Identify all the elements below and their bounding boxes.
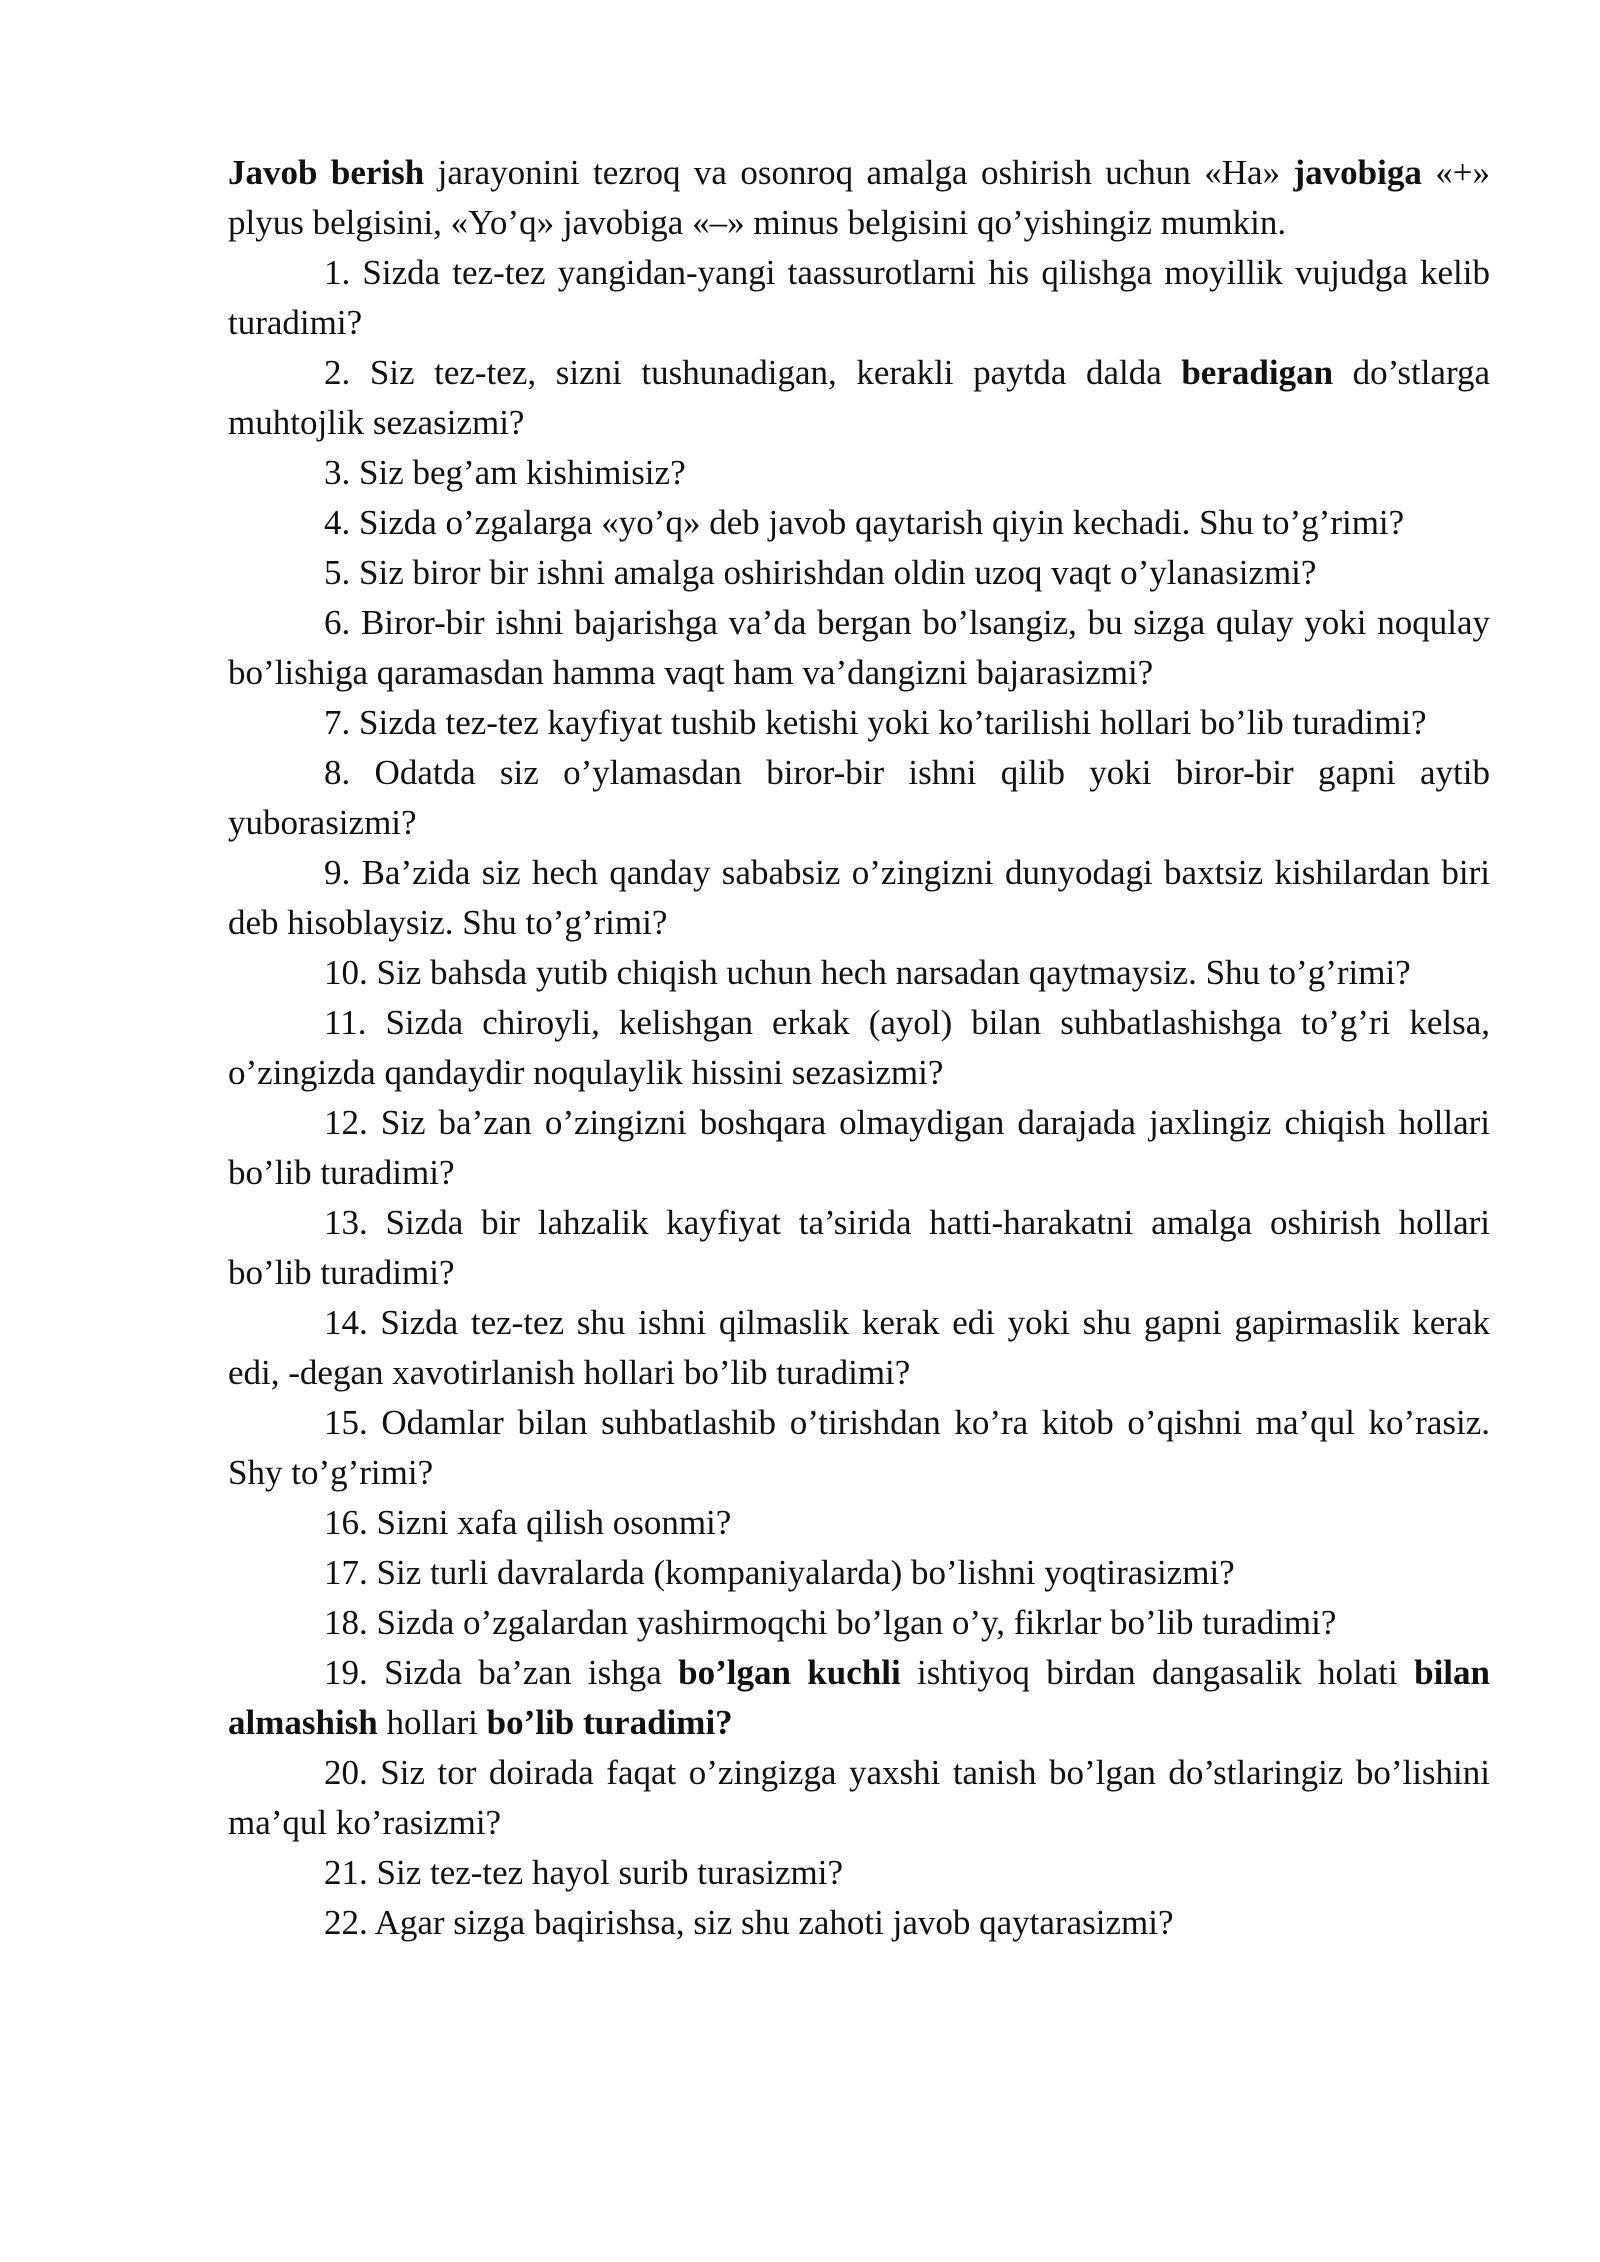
question-item: 12. Siz ba’zan o’zingizni boshqara olmaydigan darajada jaxlingiz chiqish hollari bo’lib turadimi? [228, 1103, 1490, 1192]
question-item: 13. Sizda bir lahzalik kayfiyat ta’sirida hatti-harakatni amalga oshirish hollari bo’lib turadimi? [228, 1203, 1490, 1292]
question-item: 6. Biror-bir ishni bajarishga va’da bergan bo’lsangiz, bu sizga qulay yoki noqulay bo’lishiga qaramasdan hamma vaqt ham va’dangizni bajarasizmi? [228, 603, 1490, 692]
question-item: 21. Siz tez-tez hayol surib turasizmi? [324, 1853, 844, 1892]
question-item: 4. Sizda o’zgalarga «yo’q» deb javob qaytarish qiyin kechadi. Shu to’g’rimi? [324, 503, 1405, 542]
question-text: hollari [377, 1703, 487, 1742]
document-page [228, 148, 1490, 1948]
intro-text: jarayonini tezroq va osonroq amalga oshirish uchun «Ha» [424, 153, 1294, 192]
intro-text-end: «+» plyus belgisini, «Yo’q» javobiga «–» minus belgisini qo’yishingiz mumkin. [228, 153, 1491, 242]
intro-bold-word: javobiga [1293, 153, 1422, 192]
question-item: 14. Sizda tez-tez shu ishni qilmaslik kerak edi yoki shu gapni gapirmaslik kerak edi, -degan xavotirlanish hollari bo’lib turadimi? [228, 1303, 1490, 1392]
question-text: do’stlarga muhtojlik sezasizmi? [228, 353, 1491, 442]
question-item: 7. Sizda tez-tez kayfiyat tushib ketishi yoki ko’tarilishi hollari bo’lib turadimi? [324, 703, 1427, 742]
question-item: 8. Odatda siz o’ylamasdan biror-bir ishni qilib yoki biror-bir gapni aytib yuborasizmi? [228, 753, 1490, 842]
question-bold-text: beradigan [1181, 353, 1334, 392]
question-text: 2. Siz tez-tez, sizni tushunadigan, kerakli paytda dalda [324, 353, 1182, 392]
question-bold-text: bo’lib turadimi? [486, 1703, 733, 1742]
question-item: 16. Sizni xafa qilish osonmi? [324, 1503, 732, 1542]
intro-paragraph [228, 148, 1490, 248]
question-item: 10. Siz bahsda yutib chiqish uchun hech narsadan qaytmaysiz. Shu to’g’rimi? [324, 953, 1411, 992]
question-item: 17. Siz turli davralarda (kompaniyalarda) bo’lishni yoqtirasizmi? [324, 1553, 1235, 1592]
question-item [228, 348, 1490, 448]
question-item: 9. Ba’zida siz hech qanday sababsiz o’zingizni dunyodagi baxtsiz kishilardan biri deb hisoblaysiz. Shu to’g’rimi? [228, 853, 1490, 942]
question-item [228, 1648, 1490, 1748]
question-text: ishtiyoq birdan dangasalik holati [900, 1653, 1415, 1692]
question-item: 18. Sizda o’zgalardan yashirmoqchi bo’lgan o’y, fikrlar bo’lib turadimi? [324, 1603, 1337, 1642]
question-item: 5. Siz biror bir ishni amalga oshirishdan oldin uzoq vaqt o’ylanasizmi? [324, 553, 1317, 592]
question-item: 11. Sizda chiroyli, kelishgan erkak (ayol) bilan suhbatlashishga to’g’ri kelsa, o’zingizda qandaydir noqulaylik hissini sezasizmi? [228, 1003, 1490, 1092]
question-item: 15. Odamlar bilan suhbatlashib o’tirishdan ko’ra kitob o’qishni ma’qul ko’rasiz. Shy to’g’rimi? [228, 1403, 1490, 1492]
question-item: 1. Sizda tez-tez yangidan-yangi taassurotlarni his qilishga moyillik vujudga kelib turadimi? [228, 253, 1490, 342]
question-item: 22. Agar sizga baqirishsa, siz shu zahoti javob qaytarasizmi? [324, 1903, 1174, 1942]
question-text: 19. Sizda ba’zan ishga [324, 1653, 679, 1692]
question-item: 20. Siz tor doirada faqat o’zingizga yaxshi tanish bo’lgan do’stlaringiz bo’lishini ma’qul ko’rasizmi? [228, 1753, 1490, 1842]
question-item: 3. Siz beg’am kishimisiz? [324, 453, 686, 492]
question-bold-text: bilan almashish [228, 1653, 1490, 1742]
question-bold-text: bo’lgan kuchli [678, 1653, 901, 1692]
intro-bold-lead: Javob berish [228, 153, 425, 192]
